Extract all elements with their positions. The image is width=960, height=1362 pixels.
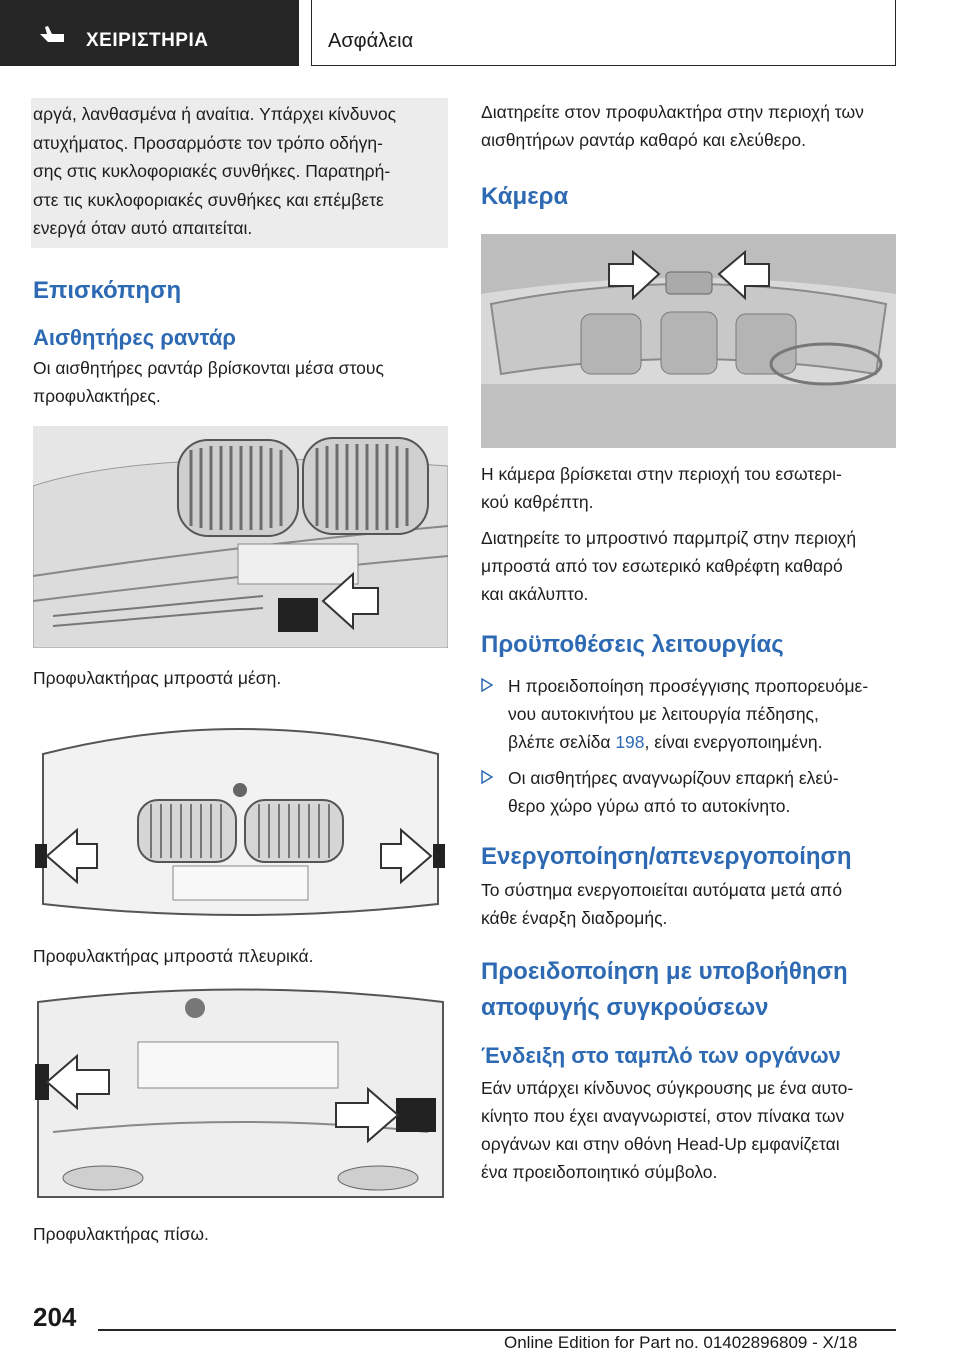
display-text: ένα προειδοποιητικό σύμβολο. [481,1162,718,1182]
prerequisite-item [481,764,896,820]
footer-divider [98,1329,896,1331]
section-title: Ασφάλεια [328,30,414,52]
caption-front-side: Προφυλακτήρας μπροστά πλευρικά. [33,946,314,966]
prerequisite-text: νου αυτοκινήτου με λειτουργία πέδησης, [508,704,819,724]
warning-line: σης στις κυκλοφοριακές συνθήκες. Παρατηρή- [33,161,391,181]
section-header [311,0,896,66]
edition-footer: Online Edition for Part no. 01402896809 - X/18 [504,1333,858,1352]
radar-text: προφυλακτήρες. [33,386,161,406]
camera-location-text: Η κάμερα βρίσκεται στην περιοχή του εσωτερι- [481,464,842,484]
windshield-text: Διατηρείτε το μπροστινό παρμπρίζ στην περιοχή [481,528,857,548]
warning-box [31,98,448,248]
instrument-display-heading: Ένδειξη στο ταμπλό των οργάνων [481,1043,841,1068]
collision-warning-heading-line: Προειδοποίηση με υποβοήθηση [481,958,848,985]
caption-front-center: Προφυλακτήρας μπροστά μέση. [33,668,282,688]
display-text: οργάνων και στην οθόνη Head-Up εμφανίζεται [481,1134,840,1154]
prerequisite-text [508,728,896,756]
collision-warning-heading [481,954,896,1026]
overview-heading: Επισκόπηση [33,277,182,304]
page-number: 204 [33,1302,77,1332]
radar-heading: Αισθητήρες ραντάρ [33,325,236,350]
rear-bumper-image [33,982,448,1204]
activation-text: Το σύστημα ενεργοποιείται αυτόματα μετά από [481,880,843,900]
page-ref-suffix: , είναι ενεργοποιημένη. [644,732,823,752]
prerequisite-text: Οι αισθητήρες αναγνωρίζουν επαρκή ελεύ- [508,768,839,788]
activation-text: κάθε έναρξη διαδρομής. [481,908,668,928]
activation-heading: Ενεργοποίηση/απενεργοποίηση [481,843,852,870]
prerequisite-text: θερο χώρο γύρω από το αυτοκίνητο. [508,796,791,816]
chapter-label: ΧΕΙΡΙΣΤΗΡΙΑ [86,30,209,51]
prerequisite-item [481,672,896,756]
camera-location-text: κού καθρέπτη. [481,492,594,512]
display-text: Εάν υπάρχει κίνδυνος σύγκρουσης με ένα αυτο- [481,1078,854,1098]
camera-heading: Κάμερα [481,183,569,210]
camera-interior-image [481,234,896,448]
triangle-bullet-icon [481,770,493,784]
display-text: κίνητο που έχει αναγνωριστεί, στον πίνακα των [481,1106,845,1126]
page-ref-prefix: βλέπε σελίδα [508,732,616,752]
keep-clear-text: αισθητήρων ραντάρ καθαρό και ελεύθερο. [481,130,807,150]
front-center-bumper-image [33,426,448,648]
hand-pointer-icon [38,24,66,48]
warning-line: στε τις κυκλοφοριακές συνθήκες και επέμβετε [33,189,384,210]
prerequisites-heading: Προϋποθέσεις λειτουργίας [481,631,784,658]
windshield-text: και ακάλυπτο. [481,584,589,604]
windshield-text: μπροστά από τον εσωτερικό καθρέφτη καθαρό [481,556,843,576]
warning-line: ενεργά όταν αυτό απαιτείται. [33,218,253,238]
triangle-bullet-icon [481,678,493,692]
front-side-bumper-image [33,704,448,926]
caption-rear: Προφυλακτήρας πίσω. [33,1224,209,1244]
collision-warning-heading-line: αποφυγής συγκρούσεων [481,994,769,1021]
warning-line: αργά, λανθασμένα ή αναίτια. Υπάρχει κίνδυνος [33,104,396,124]
chapter-tab[interactable] [0,0,299,66]
left-column [33,98,448,1248]
warning-line: ατυχήματος. Προσαρμόστε τον τρόπο οδήγη- [33,132,383,153]
radar-text: Οι αισθητήρες ραντάρ βρίσκονται μέσα στους [33,358,384,378]
prerequisite-text: Η προειδοποίηση προσέγγισης προπορευόμε- [508,676,869,696]
page-ref-link[interactable]: 198 [615,732,645,752]
right-column [481,98,896,1186]
keep-clear-text: Διατηρείτε στον προφυλακτήρα στην περιοχή των [481,102,864,122]
